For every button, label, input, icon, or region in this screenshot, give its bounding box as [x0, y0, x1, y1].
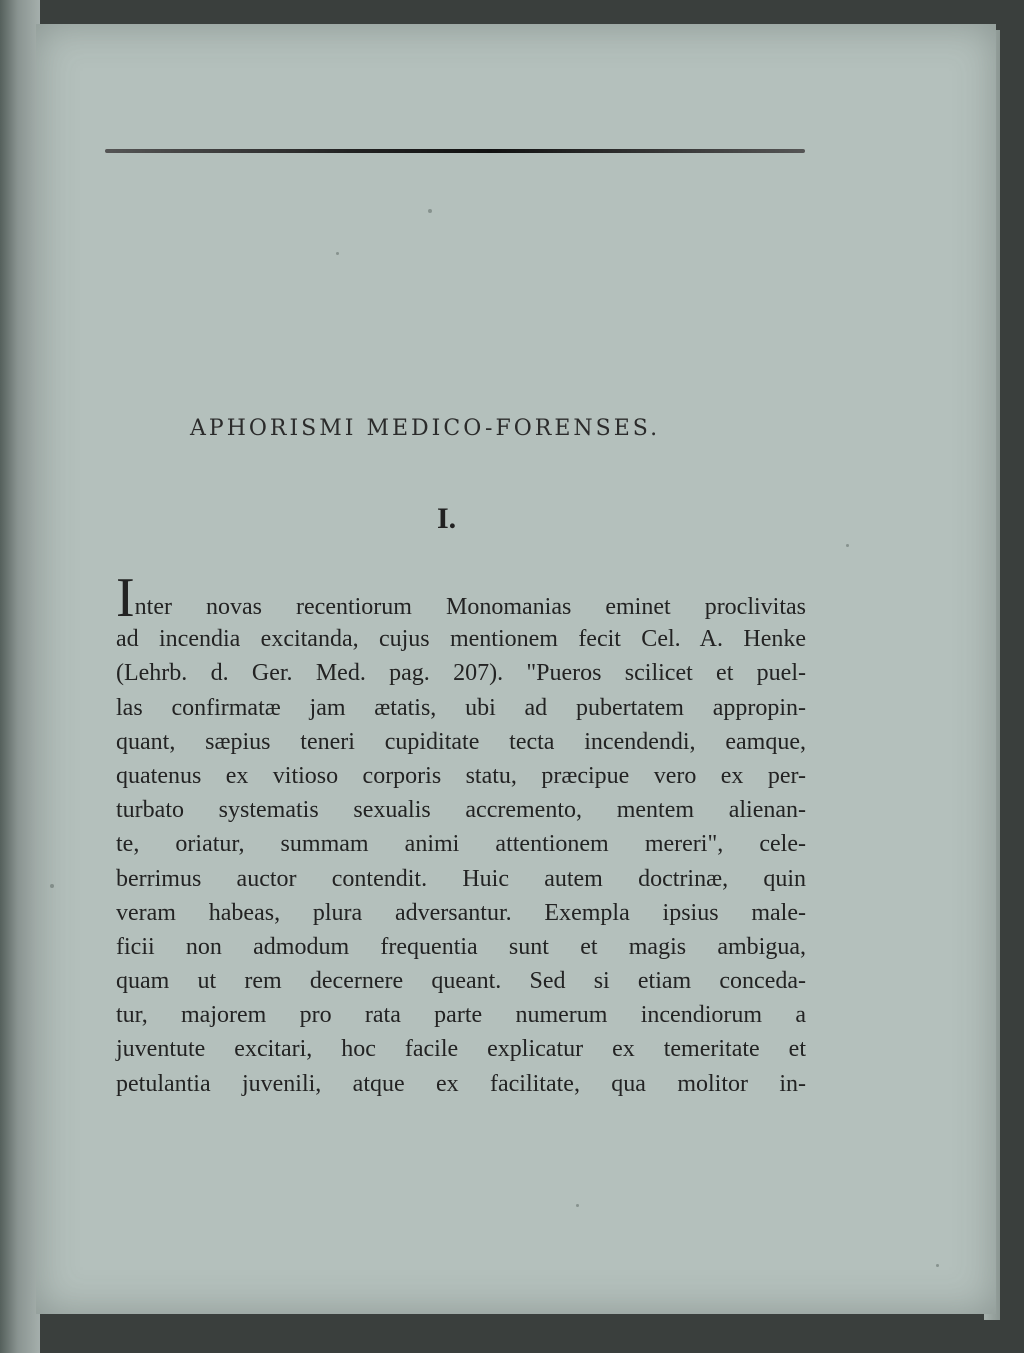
- text-line: ficii non admodum frequentia sunt et magis ambigua,: [116, 933, 806, 960]
- text-line: (Lehrb. d. Ger. Med. pag. 207). "Pueros scilicet et puel-: [116, 660, 806, 687]
- text-line: turbato systematis sexualis accremento, mentem alienan-: [116, 797, 806, 824]
- text-line: las confirmatæ jam ætatis, ubi ad pubertatem appropin-: [116, 694, 806, 721]
- text-line: veram habeas, plura adversantur. Exempla ipsius male-: [116, 899, 806, 926]
- section-number: I.: [437, 502, 457, 535]
- text-line: quant, sæpius teneri cupiditate tecta incendendi, eamque,: [116, 728, 806, 755]
- paper-speck: [576, 1204, 579, 1207]
- book-gutter: [0, 0, 40, 1353]
- text-line: quam ut rem decernere queant. Sed si etiam conceda-: [116, 968, 806, 995]
- paper-speck: [936, 1264, 939, 1267]
- text-line: te, oriatur, summam animi attentionem mereri", cele-: [116, 831, 806, 858]
- text-line: quatenus ex vitioso corporis statu, præcipue vero ex per-: [116, 762, 806, 789]
- text-line: Inter novas recentiorum Monomanias eminet proclivitas: [116, 567, 806, 629]
- page-title: APHORISMI MEDICO-FORENSES.: [190, 416, 661, 441]
- paper-speck: [428, 209, 432, 213]
- text-line: tur, majorem pro rata parte numerum incendiorum a: [116, 1002, 806, 1029]
- text-line: juventute excitari, hoc facile explicatur ex temeritate et: [116, 1036, 806, 1063]
- drop-cap: I: [116, 567, 135, 629]
- text-line: petulantia juvenili, atque ex facilitate, qua molitor in-: [116, 1070, 806, 1097]
- header-rule: [105, 149, 805, 153]
- paper-speck: [50, 884, 54, 888]
- paper-speck: [846, 544, 849, 547]
- text-line: berrimus auctor contendit. Huic autem doctrinæ, quin: [116, 865, 806, 892]
- body-text: [116, 567, 806, 1101]
- text-line: ad incendia excitanda, cujus mentionem fecit Cel. A. Henke: [116, 626, 806, 653]
- paper-speck: [336, 252, 339, 255]
